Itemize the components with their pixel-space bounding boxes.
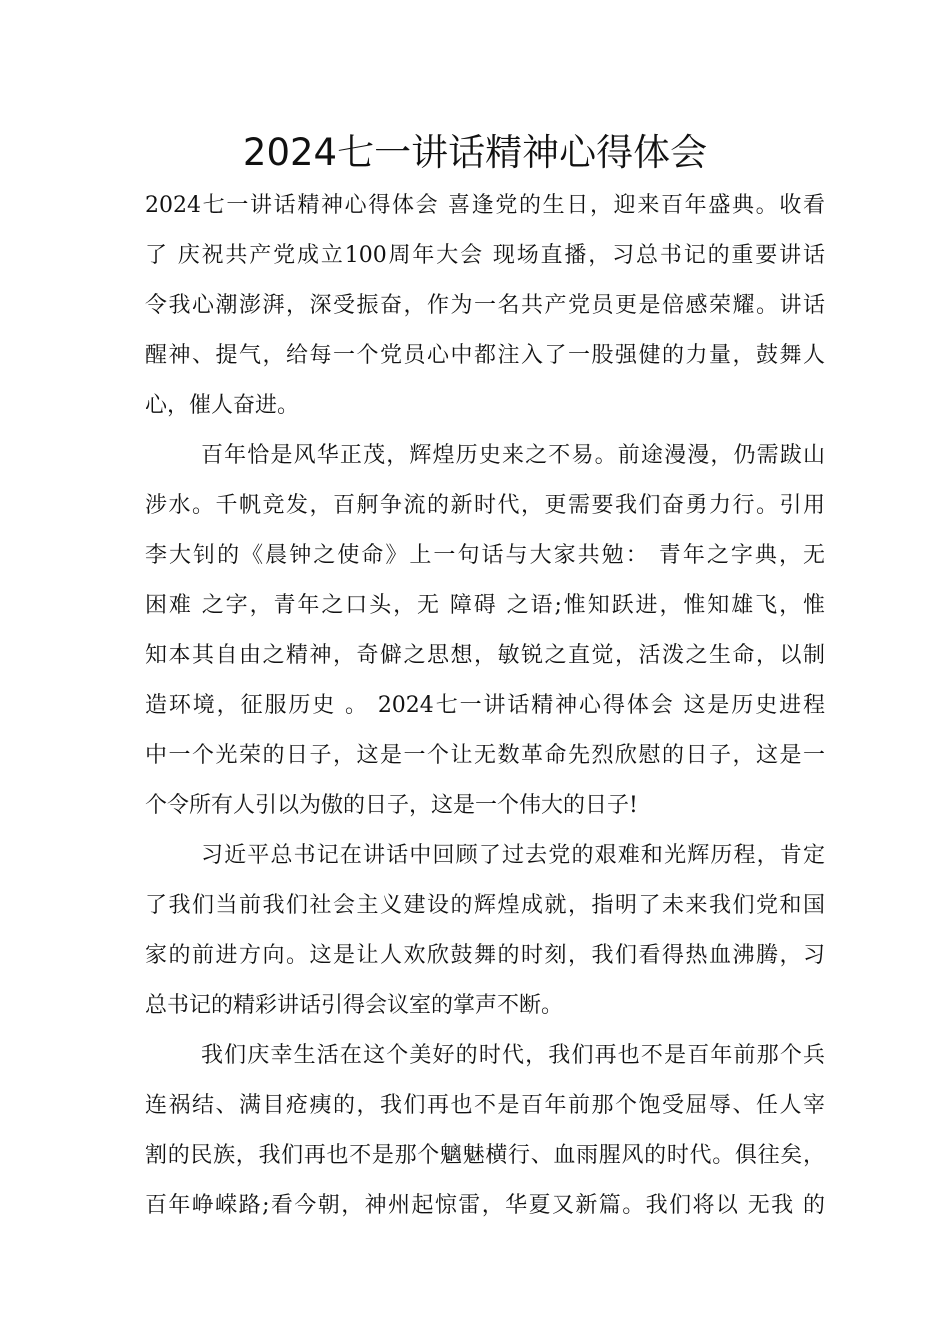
text-line: 2024七一讲话精神心得体会 喜逢党的生日，迎来百年盛典。收看 bbox=[145, 193, 825, 218]
text-line: 我们庆幸生活在这个美好的时代，我们再也不是百年前那个兵 bbox=[201, 1043, 825, 1068]
text-line: 了我们当前我们社会主义建设的辉煌成就，指明了未来我们党和国 bbox=[145, 893, 825, 918]
text-line: 连祸结、满目疮痍的，我们再也不是百年前那个饱受屈辱、任人宰 bbox=[145, 1093, 825, 1118]
text-line: 总书记的精彩讲话引得会议室的掌声不断。 bbox=[145, 993, 564, 1018]
text-line: 造环境，征服历史 。 2024七一讲话精神心得体会 这是历史进程 bbox=[145, 693, 825, 718]
text-line: 知本其自由之精神，奇僻之思想，敏锐之直觉，活泼之生命，以制 bbox=[145, 643, 825, 668]
text-line: 令我心潮澎湃，深受振奋，作为一名共产党员更是倍感荣耀。讲话 bbox=[145, 293, 825, 318]
text-line: 百年恰是风华正茂，辉煌历史来之不易。前途漫漫，仍需跋山 bbox=[201, 443, 825, 468]
text-line: 割的民族，我们再也不是那个魑魅横行、血雨腥风的时代。俱往矣， bbox=[145, 1143, 825, 1168]
text-line: 个令所有人引以为傲的日子，这是一个伟大的日子! bbox=[145, 793, 638, 818]
text-line: 了 庆祝共产党成立100周年大会 现场直播，习总书记的重要讲话 bbox=[145, 243, 825, 268]
text-line: 困难 之字，青年之口头，无 障碍 之语;惟知跃进，惟知雄飞，惟 bbox=[145, 593, 825, 618]
text-line: 百年峥嵘路;看今朝，神州起惊雷，华夏又新篇。我们将以 无我 的 bbox=[145, 1193, 825, 1218]
text-line: 家的前进方向。这是让人欢欣鼓舞的时刻，我们看得热血沸腾，习 bbox=[145, 943, 825, 968]
text-line: 习近平总书记在讲话中回顾了过去党的艰难和光辉历程，肯定 bbox=[201, 843, 825, 868]
document-title: 2024七一讲话精神心得体会 bbox=[242, 131, 708, 174]
document-body bbox=[145, 181, 825, 1231]
text-line: 心，催人奋进。 bbox=[145, 393, 300, 418]
text-line: 李大钊的《晨钟之使命》上一句话与大家共勉： 青年之字典，无 bbox=[145, 543, 825, 568]
text-line: 涉水。千帆竞发，百舸争流的新时代，更需要我们奋勇力行。引用 bbox=[145, 493, 825, 518]
text-line: 醒神、提气，给每一个党员心中都注入了一股强健的力量，鼓舞人 bbox=[145, 343, 825, 368]
text-line: 中一个光荣的日子，这是一个让无数革命先烈欣慰的日子，这是一 bbox=[145, 743, 825, 768]
